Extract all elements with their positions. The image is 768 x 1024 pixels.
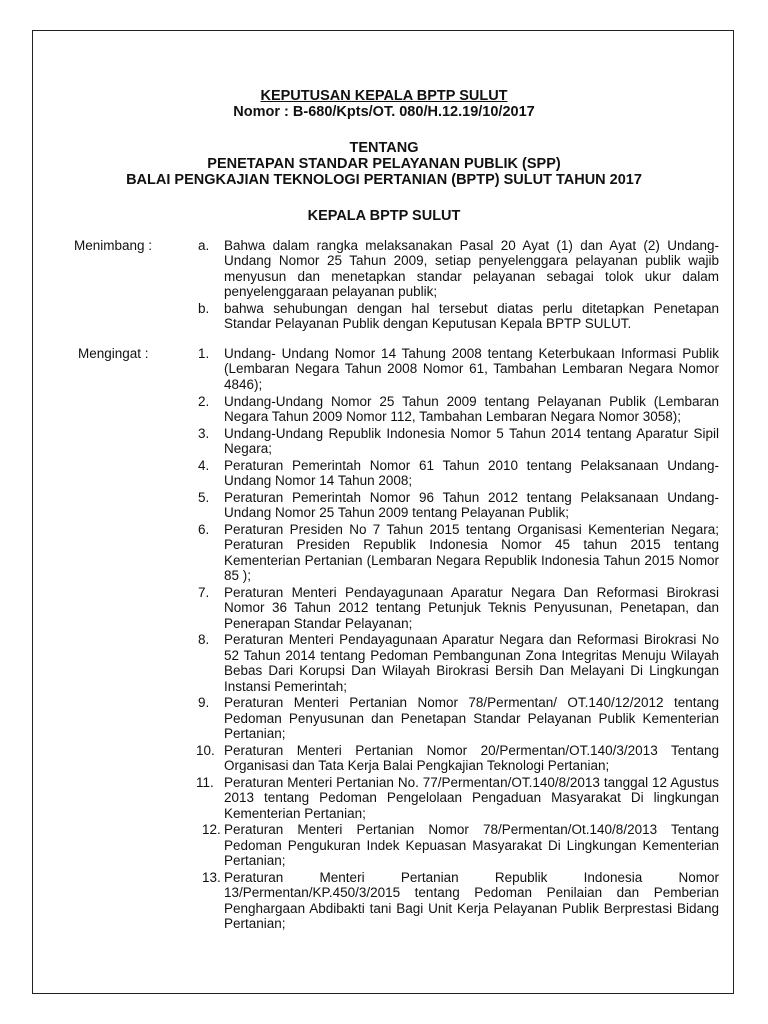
subject-line-1: PENETAPAN STANDAR PELAYANAN PUBLIK (SPP) xyxy=(207,156,561,172)
decree-title: KEPUTUSAN KEPALA BPTP SULUT xyxy=(260,88,508,104)
item-text: Peraturan Pemerintah Nomor 61 Tahun 2010 tentang Pelaksanaan Undang-Undang Nomor 14 Tahun 2008; xyxy=(224,457,719,489)
mengingat-item xyxy=(196,695,719,741)
item-number: 9. xyxy=(198,695,210,711)
item-text: Peraturan Menteri Pendayagunaan Aparatur Negara dan Reformasi Birokrasi No 52 Tahun 2014 tentang Pedoman Pembangunan Zona Integritas Menuju Wilayah Bebas Dari Korupsi Dan Wilayah Birokrasi Bersih Dan Melayani Di Lingkungan Instansi Pemerintah; xyxy=(224,632,719,694)
mengingat-item xyxy=(196,458,719,489)
item-number: 8. xyxy=(198,632,210,648)
item-text: Peraturan Presiden No 7 Tahun 2015 tentang Organisasi Kementerian Negara; Peraturan Presiden Republik Indonesia Nomor 45 tahun 2015 tentang Kementerian Pertanian (Lembaran Negara Republik Indonesia Tahun 2015 Nomor 85 ); xyxy=(224,521,719,584)
authority-heading: KEPALA BPTP SULUT xyxy=(307,208,461,224)
item-number: b. xyxy=(198,300,210,316)
item-number: 11. xyxy=(196,774,214,790)
subject-line-2: BALAI PENGKAJIAN TEKNOLOGI PERTANIAN (BPTP) SULUT TAHUN 2017 xyxy=(126,172,642,188)
item-text: Peraturan Pemerintah Nomor 96 Tahun 2012 tentang Pelaksanaan Undang-Undang Nomor 25 Tahun 2009 tentang Pelayanan Publik; xyxy=(224,489,719,521)
item-number: 2. xyxy=(198,393,210,409)
decree-number: Nomor : B-680/Kpts/OT. 080/H.12.19/10/2017 xyxy=(233,104,535,120)
item-number: 10. xyxy=(196,742,215,758)
mengingat-item xyxy=(196,394,719,425)
item-text: Undang-Undang Republik Indonesia Nomor 5 Tahun 2014 tentang Aparatur Sipil Negara; xyxy=(224,425,719,457)
mengingat-item xyxy=(196,632,719,694)
item-number: 1. xyxy=(198,346,210,361)
item-text: Peraturan Menteri Pertanian No. 77/Permentan/OT.140/8/2013 tanggal 12 Agustus 2013 tentang Pedoman Pengelolaan Pengaduan Masyarakat Di lingkungan Kementerian Pertanian; xyxy=(224,774,719,821)
mengingat-list xyxy=(196,346,719,933)
mengingat-item xyxy=(196,870,719,932)
item-number: 7. xyxy=(198,584,210,600)
item-text: Peraturan Menteri Pertanian Nomor 20/Permentan/OT.140/3/2013 Tentang Organisasi dan Tata Kerja Balai Pengkajian Teknologi Pertanian; xyxy=(224,742,719,774)
item-number: 13. xyxy=(202,869,221,885)
menimbang-item xyxy=(196,301,719,332)
item-number: a. xyxy=(198,238,210,253)
mengingat-item xyxy=(196,346,719,392)
about-heading: TENTANG xyxy=(349,140,419,156)
item-number: 12. xyxy=(202,822,221,838)
item-text: Undang- Undang Nomor 14 Tahung 2008 tentang Keterbukaan Informasi Publik (Lembaran Negara Tahun 2008 Nomor 61, Tambahan Lembaran Negara Nomor 4846); xyxy=(224,346,719,392)
item-text: Peraturan Menteri Pertanian Republik Indonesia Nomor 13/Permentan/KP.450/3/2015 tentang Pedoman Penilaian dan Pemberian Penghargaan Abdibakti tani Bagi Unit Kerja Pelayanan Publik Berprestasi Bidang Pertanian; xyxy=(224,869,719,932)
mengingat-item xyxy=(196,822,719,868)
item-text: Peraturan Menteri Pertanian Nomor 78/Permentan/ OT.140/12/2012 tentang Pedoman Penyusunan dan Penetapan Standar Pelayanan Publik Kementerian Pertanian; xyxy=(224,695,719,742)
item-number: 5. xyxy=(198,489,210,505)
mengingat-label: Mengingat : xyxy=(78,346,149,361)
item-number: 6. xyxy=(198,521,210,537)
item-text: Bahwa dalam rangka melaksanakan Pasal 20 Ayat (1) dan Ayat (2) Undang-Undang Nomor 25 Tahun 2009, setiap penyelenggara pelayanan publik wajib menyusun dan menetapkan standar pelayanan sebagai tolok ukur dalam penyelenggaraan pelayanan publik; xyxy=(224,238,719,300)
item-number: 3. xyxy=(198,425,210,441)
mengingat-item xyxy=(196,426,719,457)
mengingat-item xyxy=(196,585,719,631)
menimbang-list xyxy=(196,238,719,333)
mengingat-item xyxy=(196,522,719,584)
item-text: Peraturan Menteri Pendayagunaan Aparatur Negara Dan Reformasi Birokrasi Nomor 36 Tahun 2012 tentang Petunjuk Teknis Penyusunan, Penetapan, dan Penerapan Standar Pelayanan; xyxy=(224,584,719,631)
menimbang-item xyxy=(196,238,719,300)
mengingat-item xyxy=(196,743,719,774)
item-number: 4. xyxy=(198,457,210,473)
mengingat-item xyxy=(196,775,719,821)
item-text: Peraturan Menteri Pertanian Nomor 78/Permentan/Ot.140/8/2013 Tentang Pedoman Pengukuran Indek Kepuasan Masyarakat Di Lingkungan Kementerian Pertanian; xyxy=(224,822,719,869)
menimbang-label: Menimbang : xyxy=(74,238,153,253)
item-text: Undang-Undang Nomor 25 Tahun 2009 tentang Pelayanan Publik (Lembaran Negara Tahun 2009 Nomor 112, Tambahan Lembaran Negara Nomor 3058); xyxy=(224,393,719,424)
item-text: bahwa sehubungan dengan hal tersebut diatas perlu ditetapkan Penetapan Standar Pelayanan Publik dengan Keputusan Kepala BPTP SULUT. xyxy=(224,300,719,332)
mengingat-item xyxy=(196,490,719,521)
